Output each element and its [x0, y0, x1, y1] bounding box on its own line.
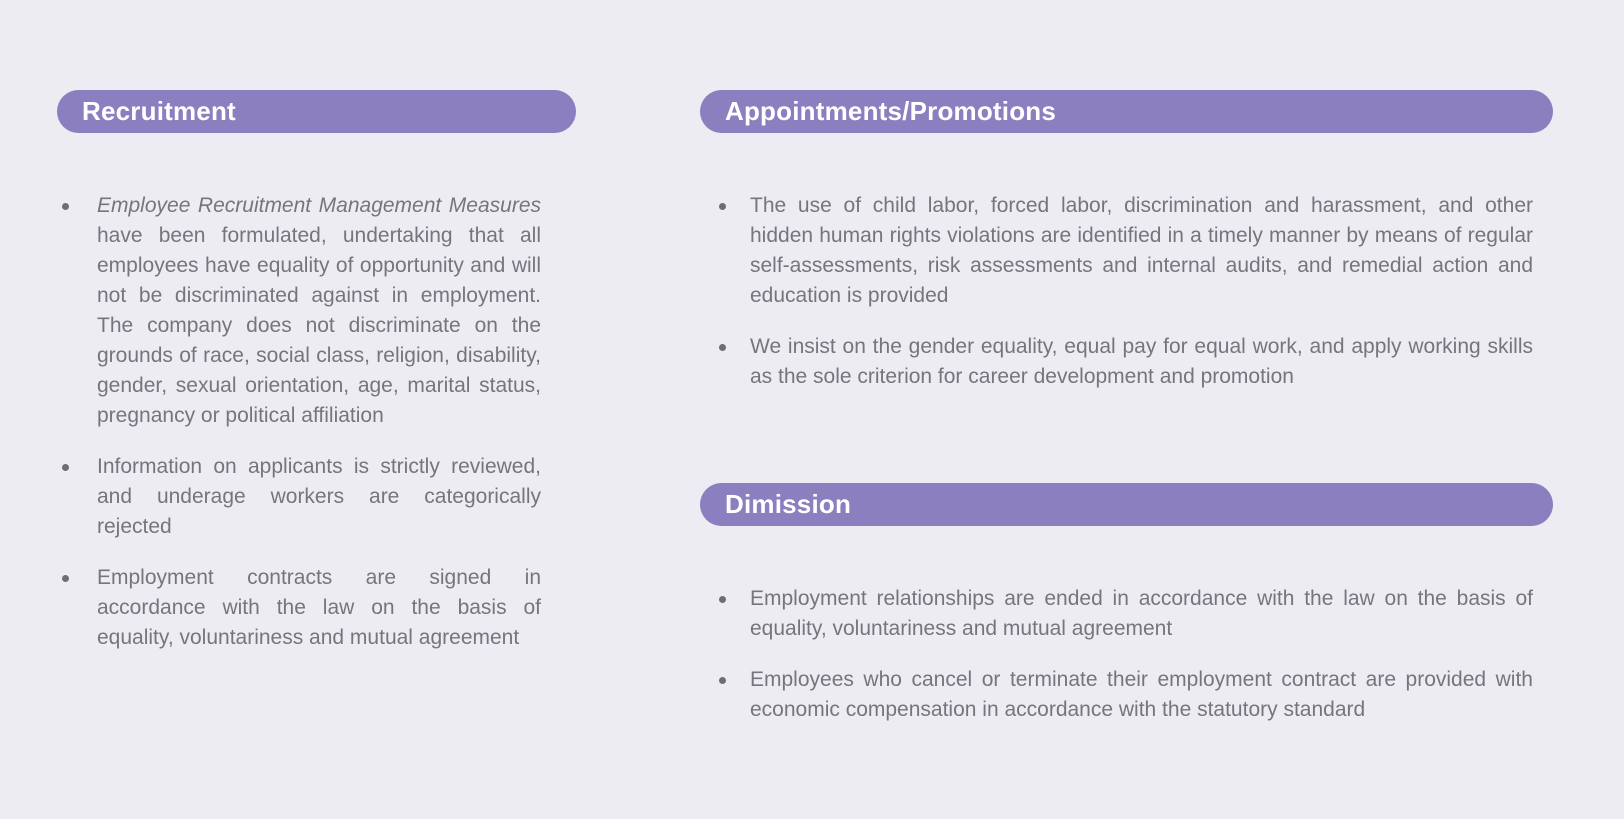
bullet-item [700, 191, 1553, 311]
recruitment-header-pill [57, 90, 576, 133]
bullet-dot-icon [62, 575, 69, 582]
dimission-header-pill [700, 483, 1553, 526]
bullet-item [700, 332, 1553, 392]
bullet-text: Employment contracts are signed in accordance with the law on the basis of equality, voluntariness and mutual agreement [97, 566, 541, 649]
bullet-italic-lead: Employee Recruitment Management Measures [97, 194, 541, 217]
dimission-header-label: Dimission [725, 489, 852, 519]
bullet-item [57, 563, 576, 653]
bullet-item [57, 452, 576, 542]
appointments-promotions-header-pill [700, 90, 1553, 133]
bullet-dot-icon [719, 203, 726, 210]
bullet-item [700, 665, 1553, 725]
recruitment-section [57, 90, 576, 653]
bullet-dot-icon [719, 596, 726, 603]
bullet-text: Information on applicants is strictly reviewed, and underage workers are categorically rejected [97, 455, 541, 538]
right-column [700, 90, 1553, 725]
recruitment-bullet-list [57, 191, 576, 653]
appointments-promotions-bullet-list [700, 191, 1553, 392]
dimission-bullet-list [700, 584, 1553, 725]
appointments-promotions-header-label: Appointments/Promotions [725, 96, 1057, 126]
bullet-text: We insist on the gender equality, equal pay for equal work, and apply working skills as the sole criterion for career development and promotion [750, 335, 1533, 388]
bullet-text: Employment relationships are ended in accordance with the law on the basis of equality, voluntariness and mutual agreement [750, 587, 1533, 640]
bullet-dot-icon [62, 203, 69, 210]
recruitment-header-label: Recruitment [82, 96, 236, 126]
bullet-text: The use of child labor, forced labor, discrimination and harassment, and other hidden human rights violations are identified in a timely manner by means of regular self-assessments, risk assessments and internal audits, and remedial action and education is provided [750, 194, 1533, 307]
bullet-text: Employees who cancel or terminate their employment contract are provided with economic compensation in accordance with the statutory standard [750, 668, 1533, 721]
bullet-dot-icon [62, 464, 69, 471]
bullet-item [57, 191, 576, 431]
bullet-dot-icon [719, 344, 726, 351]
bullet-item [700, 584, 1553, 644]
bullet-text: have been formulated, undertaking that all employees have equality of opportunity and will not be discriminated against in employment. The company does not discriminate on the grounds of race, social class, religion, disability, gender, sexual orientation, age, marital status, pregnancy or political affiliation [97, 224, 541, 427]
bullet-dot-icon [719, 677, 726, 684]
